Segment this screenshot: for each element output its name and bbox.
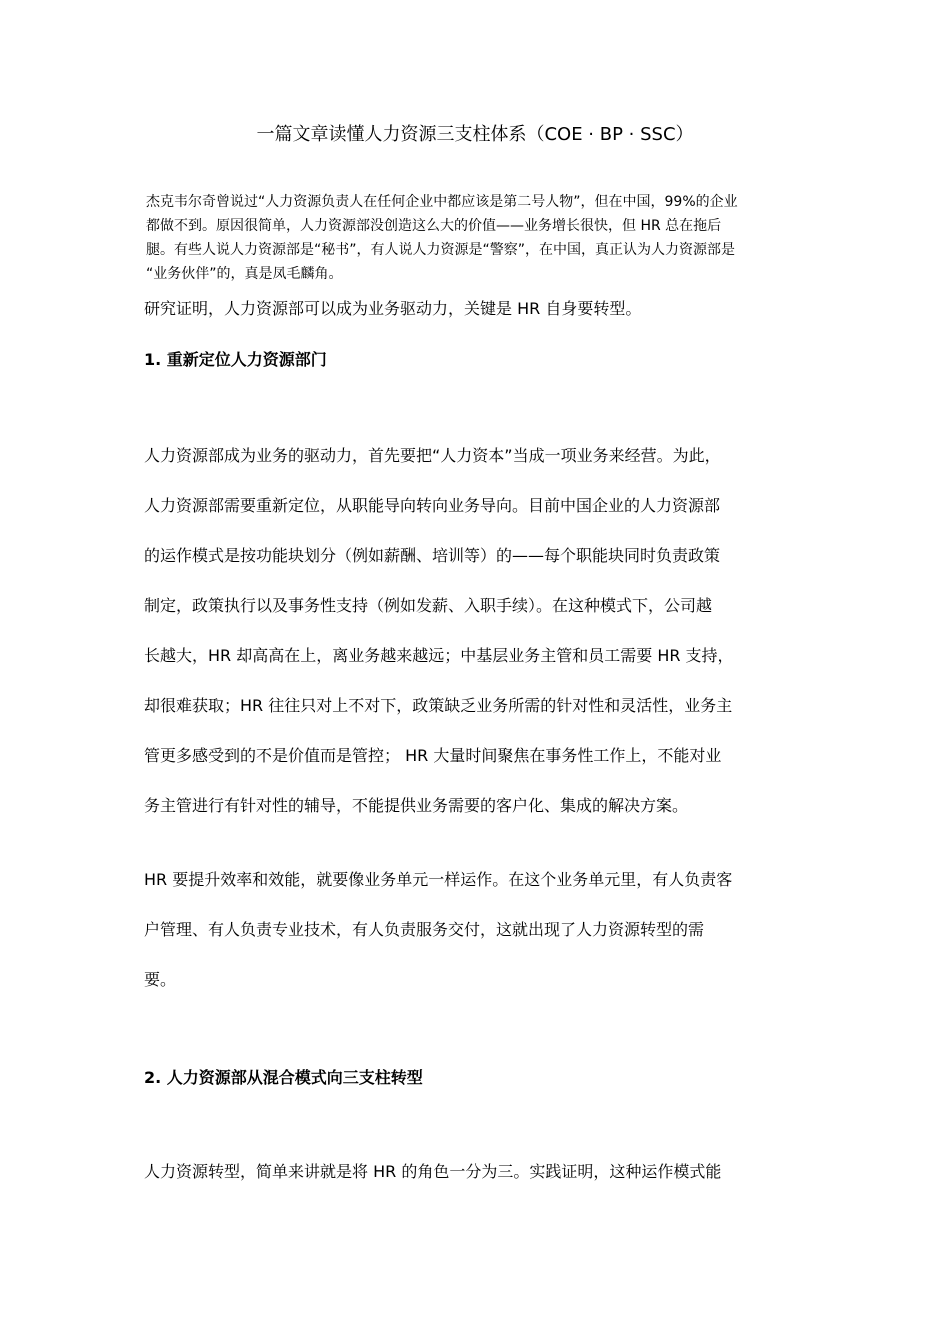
intro-line: 杰克韦尔奇曾说过“人力资源负责人在任何企业中都应该是第二号人物”，但在中国，99%的企业 — [146, 194, 738, 210]
paragraph-line: 人力资源转型，简单来讲就是将 HR 的角色一分为三。实践证明，这种运作模式能 — [144, 1162, 722, 1181]
paragraph-line: 户管理、有人负责专业技术，有人负责服务交付，这就出现了人力资源转型的需 — [144, 920, 705, 939]
paragraph-line: 要。 — [144, 970, 177, 989]
paragraph-line: 务主管进行有针对性的辅导，不能提供业务需要的客户化、集成的解决方案。 — [144, 796, 689, 815]
section-1-heading: 1. 重新定位人力资源部门 — [144, 350, 327, 369]
paragraph-line: 的运作模式是按功能块划分（例如薪酬、培训等）的——每个职能块同时负责政策 — [144, 546, 721, 565]
intro-line: “业务伙伴”的，真是凤毛麟角。 — [146, 266, 343, 282]
document-title: 一篇文章读懂人力资源三支柱体系（COE · BP · SSC） — [256, 124, 694, 145]
section-1-paragraph-2 — [144, 868, 824, 1018]
paragraph-line: 管更多感受到的不是价值而是管控； HR 大量时间聚焦在事务性工作上，不能对业 — [144, 746, 722, 765]
section-2-paragraph-1 — [144, 1160, 824, 1210]
intro-line: 腿。有些人说人力资源部是“秘书”，有人说人力资源是“警察”，在中国，真正认为人力资源部是 — [146, 242, 736, 258]
intro-paragraph — [146, 190, 810, 286]
paragraph-line: HR 要提升效率和效能，就要像业务单元一样运作。在这个业务单元里，有人负责客 — [144, 870, 733, 889]
paragraph-line: 长越大，HR 却高高在上，离业务越来越远；中基层业务主管和员工需要 HR 支持， — [144, 646, 734, 665]
intro-line: 都做不到。原因很简单，人力资源部没创造这么大的价值——业务增长很快，但 HR 总在拖后 — [146, 218, 722, 234]
section-2-heading: 2. 人力资源部从混合模式向三支柱转型 — [144, 1068, 423, 1087]
paragraph-line: 制定，政策执行以及事务性支持（例如发薪、入职手续）。在这种模式下，公司越 — [144, 596, 713, 615]
paragraph-line: 却很难获取；HR 往往只对上不对下，政策缺乏业务所需的针对性和灵活性，业务主 — [144, 696, 733, 715]
paragraph-line: 人力资源部成为业务的驱动力，首先要把“人力资本”当成一项业务来经营。为此， — [144, 446, 721, 465]
paragraph-line: 人力资源部需要重新定位，从职能导向转向业务导向。目前中国企业的人力资源部 — [144, 496, 721, 515]
section-1-paragraph-1 — [144, 444, 824, 844]
lead-sentence: 研究证明，人力资源部可以成为业务驱动力，关键是 HR 自身要转型。 — [144, 299, 642, 318]
